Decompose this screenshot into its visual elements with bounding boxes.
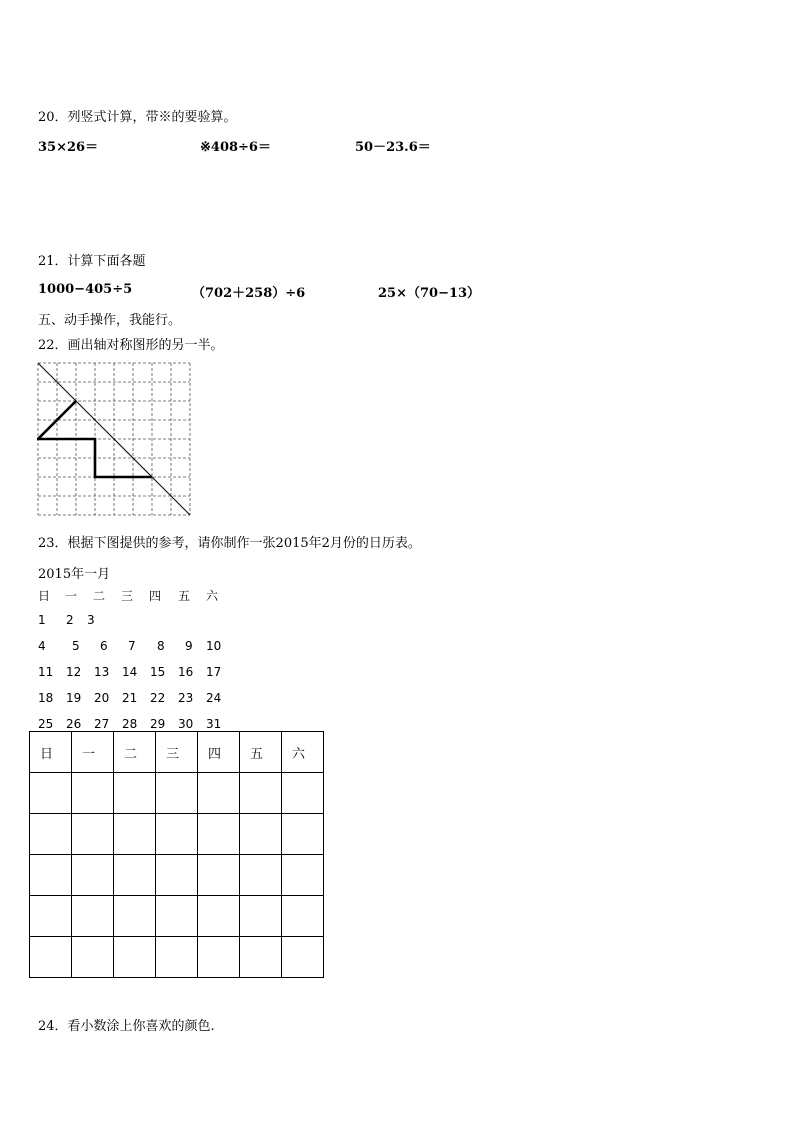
day-number: 23 bbox=[178, 691, 194, 705]
day-number: 8 bbox=[157, 639, 165, 653]
calendar-blank-cell bbox=[30, 773, 72, 814]
q21-problem-3: 25×（70−13） bbox=[378, 286, 481, 301]
calendar-header-row bbox=[30, 732, 324, 773]
calendar-blank-cell bbox=[114, 896, 156, 937]
calendar-blank-row bbox=[30, 896, 324, 937]
calendar-blank-cell bbox=[156, 814, 198, 855]
day-number: 20 bbox=[94, 691, 110, 705]
q21-title: 21．计算下面各题 bbox=[38, 254, 146, 269]
calendar-blank-cell bbox=[72, 855, 114, 896]
calendar-blank-cell bbox=[282, 773, 324, 814]
day-number: 18 bbox=[38, 691, 54, 705]
day-number: 6 bbox=[100, 639, 108, 653]
calendar-blank-cell bbox=[156, 855, 198, 896]
calendar-blank-row bbox=[30, 937, 324, 978]
day-number: 10 bbox=[206, 639, 222, 653]
q22-title: 22．画出轴对称图形的另一半。 bbox=[38, 338, 224, 353]
calendar-blank-cell bbox=[240, 855, 282, 896]
day-number: 2 bbox=[66, 613, 74, 627]
calendar-header-cell: 三 bbox=[156, 732, 198, 773]
calendar-blank-cell bbox=[198, 855, 240, 896]
calendar-blank-cell bbox=[282, 937, 324, 978]
day-number: 25 bbox=[38, 717, 54, 731]
calendar-blank-cell bbox=[30, 855, 72, 896]
q23-title: 23．根据下图提供的参考，请你制作一张2015年2月份的日历表。 bbox=[38, 536, 421, 551]
weekday-label: 四 bbox=[149, 589, 162, 603]
q20-problem-2: ※408÷6＝ bbox=[200, 140, 271, 155]
day-number: 27 bbox=[94, 717, 110, 731]
calendar-blank-cell bbox=[114, 814, 156, 855]
day-number: 5 bbox=[72, 639, 80, 653]
calendar-blank-cell bbox=[240, 773, 282, 814]
weekday-label: 日 bbox=[38, 589, 51, 603]
calendar-blank-cell bbox=[198, 773, 240, 814]
q24-title: 24．看小数涂上你喜欢的颜色. bbox=[38, 1019, 215, 1034]
calendar-header-cell: 四 bbox=[198, 732, 240, 773]
day-number: 13 bbox=[94, 665, 110, 679]
q21-problem-2: （702＋258）÷6 bbox=[192, 286, 306, 301]
calendar-header-cell: 一 bbox=[72, 732, 114, 773]
day-number: 1 bbox=[38, 613, 46, 627]
section5-title: 五、动手操作，我能行。 bbox=[38, 313, 182, 328]
day-number: 4 bbox=[38, 639, 46, 653]
weekday-label: 五 bbox=[178, 589, 191, 603]
calendar-blank-cell bbox=[30, 814, 72, 855]
day-number: 16 bbox=[178, 665, 194, 679]
calendar-blank-cell bbox=[240, 814, 282, 855]
day-number: 19 bbox=[66, 691, 82, 705]
q20-problem-1: 35×26＝ bbox=[38, 140, 99, 155]
day-number: 17 bbox=[206, 665, 222, 679]
day-number: 15 bbox=[150, 665, 166, 679]
calendar-blank-cell bbox=[198, 814, 240, 855]
calendar-blank-row bbox=[30, 773, 324, 814]
weekday-label: 一 bbox=[65, 589, 78, 603]
symmetry-grid-figure bbox=[37, 362, 191, 516]
calendar-blank-cell bbox=[282, 855, 324, 896]
day-number: 26 bbox=[66, 717, 82, 731]
day-number: 11 bbox=[38, 665, 54, 679]
weekday-label: 二 bbox=[93, 589, 106, 603]
calendar-header-cell: 五 bbox=[240, 732, 282, 773]
calendar-header-cell: 日 bbox=[30, 732, 72, 773]
day-number: 31 bbox=[206, 717, 222, 731]
calendar-blank-cell bbox=[114, 937, 156, 978]
calendar-blank-cell bbox=[240, 937, 282, 978]
calendar-blank-cell bbox=[156, 773, 198, 814]
weekday-label: 三 bbox=[121, 589, 134, 603]
calendar-blank-cell bbox=[240, 896, 282, 937]
reference-calendar-title: 2015年一月 bbox=[38, 567, 111, 582]
calendar-blank-cell bbox=[282, 814, 324, 855]
weekday-label: 六 bbox=[206, 589, 219, 603]
calendar-blank-row bbox=[30, 855, 324, 896]
calendar-blank-cell bbox=[30, 937, 72, 978]
day-number: 24 bbox=[206, 691, 222, 705]
calendar-blank-cell bbox=[72, 896, 114, 937]
calendar-blank-cell bbox=[114, 855, 156, 896]
calendar-blank-cell bbox=[72, 937, 114, 978]
day-number: 29 bbox=[150, 717, 166, 731]
day-number: 3 bbox=[87, 613, 95, 627]
q21-problem-1: 1000−405÷5 bbox=[38, 282, 133, 297]
q20-title: 20．列竖式计算，带※的要验算。 bbox=[38, 110, 237, 125]
q20-problem-3: 50－23.6＝ bbox=[355, 140, 431, 155]
calendar-blank-cell bbox=[156, 937, 198, 978]
day-number: 7 bbox=[128, 639, 136, 653]
blank-calendar-table bbox=[29, 731, 324, 978]
day-number: 9 bbox=[185, 639, 193, 653]
day-number: 22 bbox=[150, 691, 166, 705]
calendar-blank-cell bbox=[198, 896, 240, 937]
calendar-header-cell: 二 bbox=[114, 732, 156, 773]
calendar-blank-row bbox=[30, 814, 324, 855]
calendar-blank-cell bbox=[198, 937, 240, 978]
calendar-blank-cell bbox=[30, 896, 72, 937]
day-number: 12 bbox=[66, 665, 82, 679]
calendar-header-cell: 六 bbox=[282, 732, 324, 773]
day-number: 21 bbox=[122, 691, 138, 705]
day-number: 28 bbox=[122, 717, 138, 731]
calendar-blank-cell bbox=[72, 814, 114, 855]
calendar-blank-cell bbox=[114, 773, 156, 814]
calendar-blank-cell bbox=[282, 896, 324, 937]
day-number: 14 bbox=[122, 665, 138, 679]
day-number: 30 bbox=[178, 717, 194, 731]
calendar-blank-cell bbox=[72, 773, 114, 814]
calendar-blank-cell bbox=[156, 896, 198, 937]
